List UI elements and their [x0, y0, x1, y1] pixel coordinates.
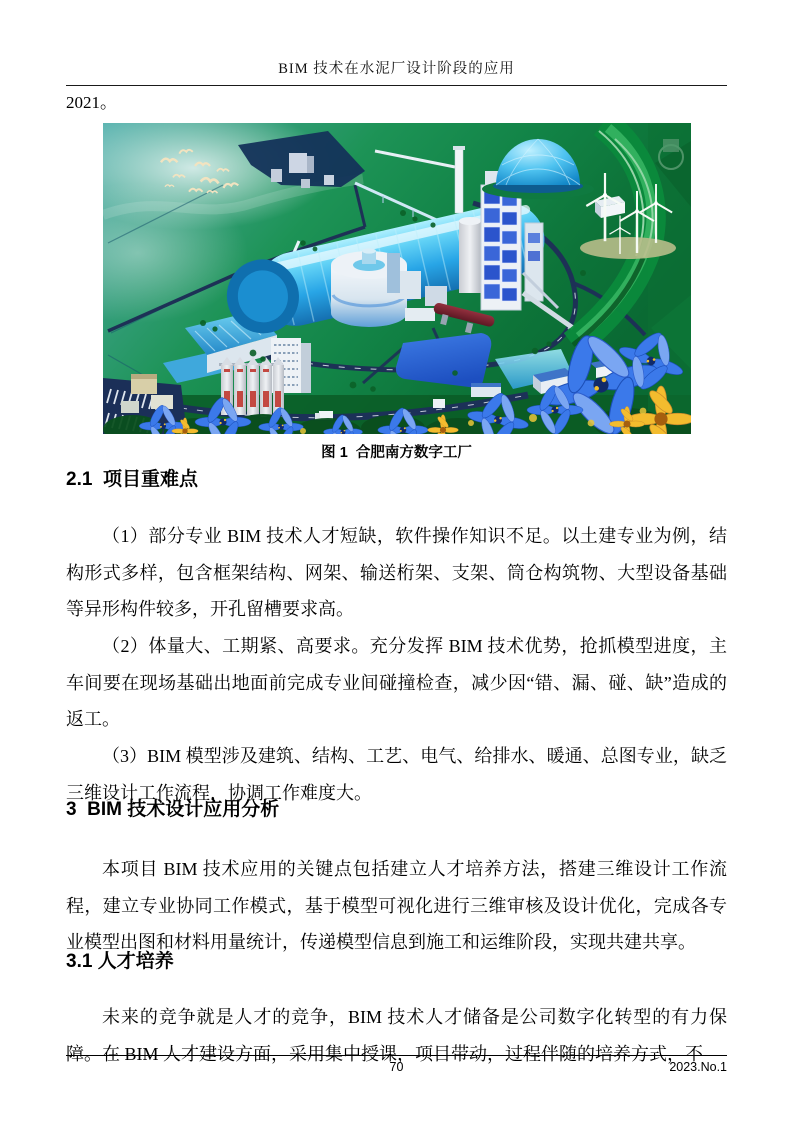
running-head-title: BIM 技术在水泥厂设计阶段的应用	[66, 57, 727, 86]
section-heading-3: 3 BIM 技术设计应用分析	[66, 799, 280, 820]
issue-label: 2023.No.1	[669, 1060, 727, 1074]
figure-caption: 图 1 合肥南方数字工厂	[321, 445, 472, 461]
paragraph-difficulty-1: （1）部分专业 BIM 技术人才短缺，软件操作知识不足。以土建专业为例，结构形式多样，包含框架结构、网架、输送桁架、支架、筒仓构筑物、大型设备基础等异形构件较多，开孔留槽要求高。	[66, 526, 727, 620]
intro-line: 2021。	[66, 93, 117, 112]
section-heading-3-1: 3.1 人才培养	[66, 951, 174, 972]
figure-digital-factory	[103, 123, 691, 434]
paragraph-analysis: 本项目 BIM 技术应用的关键点包括建立人才培养方法，搭建三维设计工作流程，建立专业协同工作模式，基于模型可视化进行三维审核及设计优化，完成各专业模型出图和材料用量统计，传递模型信息到施工和运维阶段，实现共建共享。	[66, 859, 727, 953]
paragraph-difficulty-2: （2）体量大、工期紧、高要求。充分发挥 BIM 技术优势，抢抓模型进度，主车间要在现场基础出地面前完成专业间碰撞检查，减少因“错、漏、碰、缺”造成的返工。	[66, 636, 727, 730]
page-number: 70	[389, 1060, 404, 1074]
page-footer	[66, 1055, 727, 1086]
factory-render-art	[103, 123, 691, 434]
section-heading-2-1: 2.1 项目重难点	[66, 469, 198, 490]
paragraph-difficulty-3: （3）BIM 模型涉及建筑、结构、工艺、电气、给排水、暖通、总图专业，缺乏三维设计工作流程，协调工作难度大。	[66, 746, 727, 803]
paragraph-talent: 未来的竞争就是人才的竞争，BIM 技术人才储备是公司数字化转型的有力保障。在 BIM 人才建设方面，采用集中授课，项目带动，过程伴随的培养方式，不	[66, 1007, 727, 1064]
